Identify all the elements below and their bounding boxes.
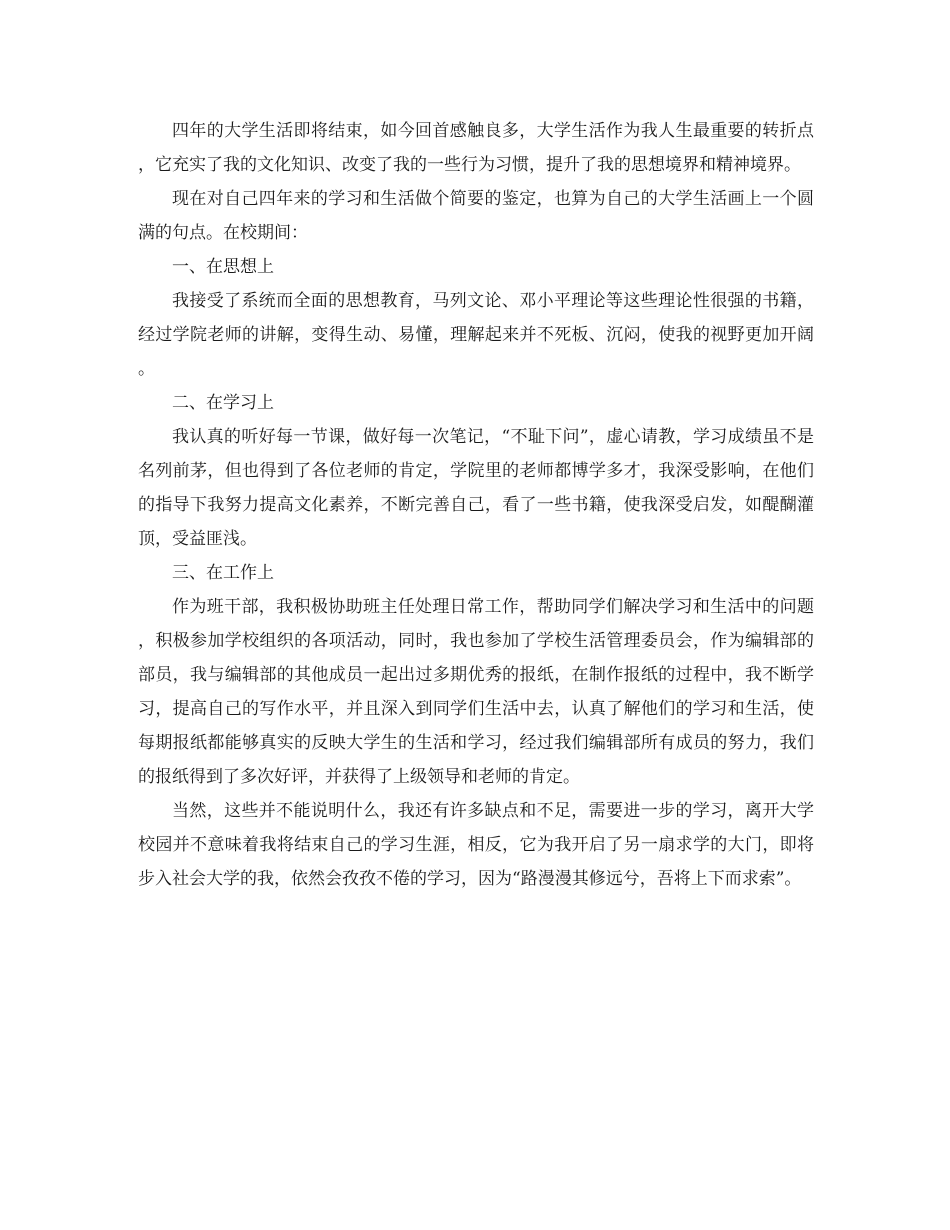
section-heading-work: 三、在工作上 xyxy=(172,563,274,583)
section-heading-thought: 一、在思想上 xyxy=(172,257,274,277)
document-body xyxy=(138,114,814,896)
study-paragraph: 我认真的听好每一节课，做好每一次笔记，“不耻下问”，虚心请教，学习成绩虽不是名列前茅，但也得到了各位老师的肯定，学院里的老师都博学多才，我深受影响，在他们的指导下我努力提高文化素养，不断完善自己，看了一些书籍，使我深受启发，如醍醐灌顶，受益匪浅。 xyxy=(138,427,814,549)
closing-paragraph: 当然，这些并不能说明什么，我还有许多缺点和不足，需要进一步的学习，离开大学校园并不意味着我将结束自己的学习生涯，相反，它为我开启了另一扇求学的大门，即将步入社会大学的我，依然会孜孜不倦的学习，因为“路漫漫其修远兮，吾将上下而求索”。 xyxy=(138,801,814,889)
summary-paragraph: 现在对自己四年来的学习和生活做个简要的鉴定，也算为自己的大学生活画上一个圆满的句点。在校期间： xyxy=(138,189,814,243)
section-heading-study: 二、在学习上 xyxy=(172,393,274,413)
work-paragraph: 作为班干部，我积极协助班主任处理日常工作，帮助同学们解决学习和生活中的问题，积极参加学校组织的各项活动，同时，我也参加了学校生活管理委员会，作为编辑部的部员，我与编辑部的其他成员一起出过多期优秀的报纸，在制作报纸的过程中，我不断学习，提高自己的写作水平，并且深入到同学们生活中去，认真了解他们的学习和生活，使每期报纸都能够真实的反映大学生的生活和学习，经过我们编辑部所有成员的努力，我们的报纸得到了多次好评，并获得了上级领导和老师的肯定。 xyxy=(138,597,814,787)
thought-paragraph: 我接受了系统而全面的思想教育，马列文论、邓小平理论等这些理论性很强的书籍，经过学院老师的讲解，变得生动、易懂，理解起来并不死板、沉闷，使我的视野更加开阔。 xyxy=(138,291,814,379)
intro-paragraph: 四年的大学生活即将结束，如今回首感触良多，大学生活作为我人生最重要的转折点，它充实了我的文化知识、改变了我的一些行为习惯，提升了我的思想境界和精神境界。 xyxy=(138,121,814,175)
